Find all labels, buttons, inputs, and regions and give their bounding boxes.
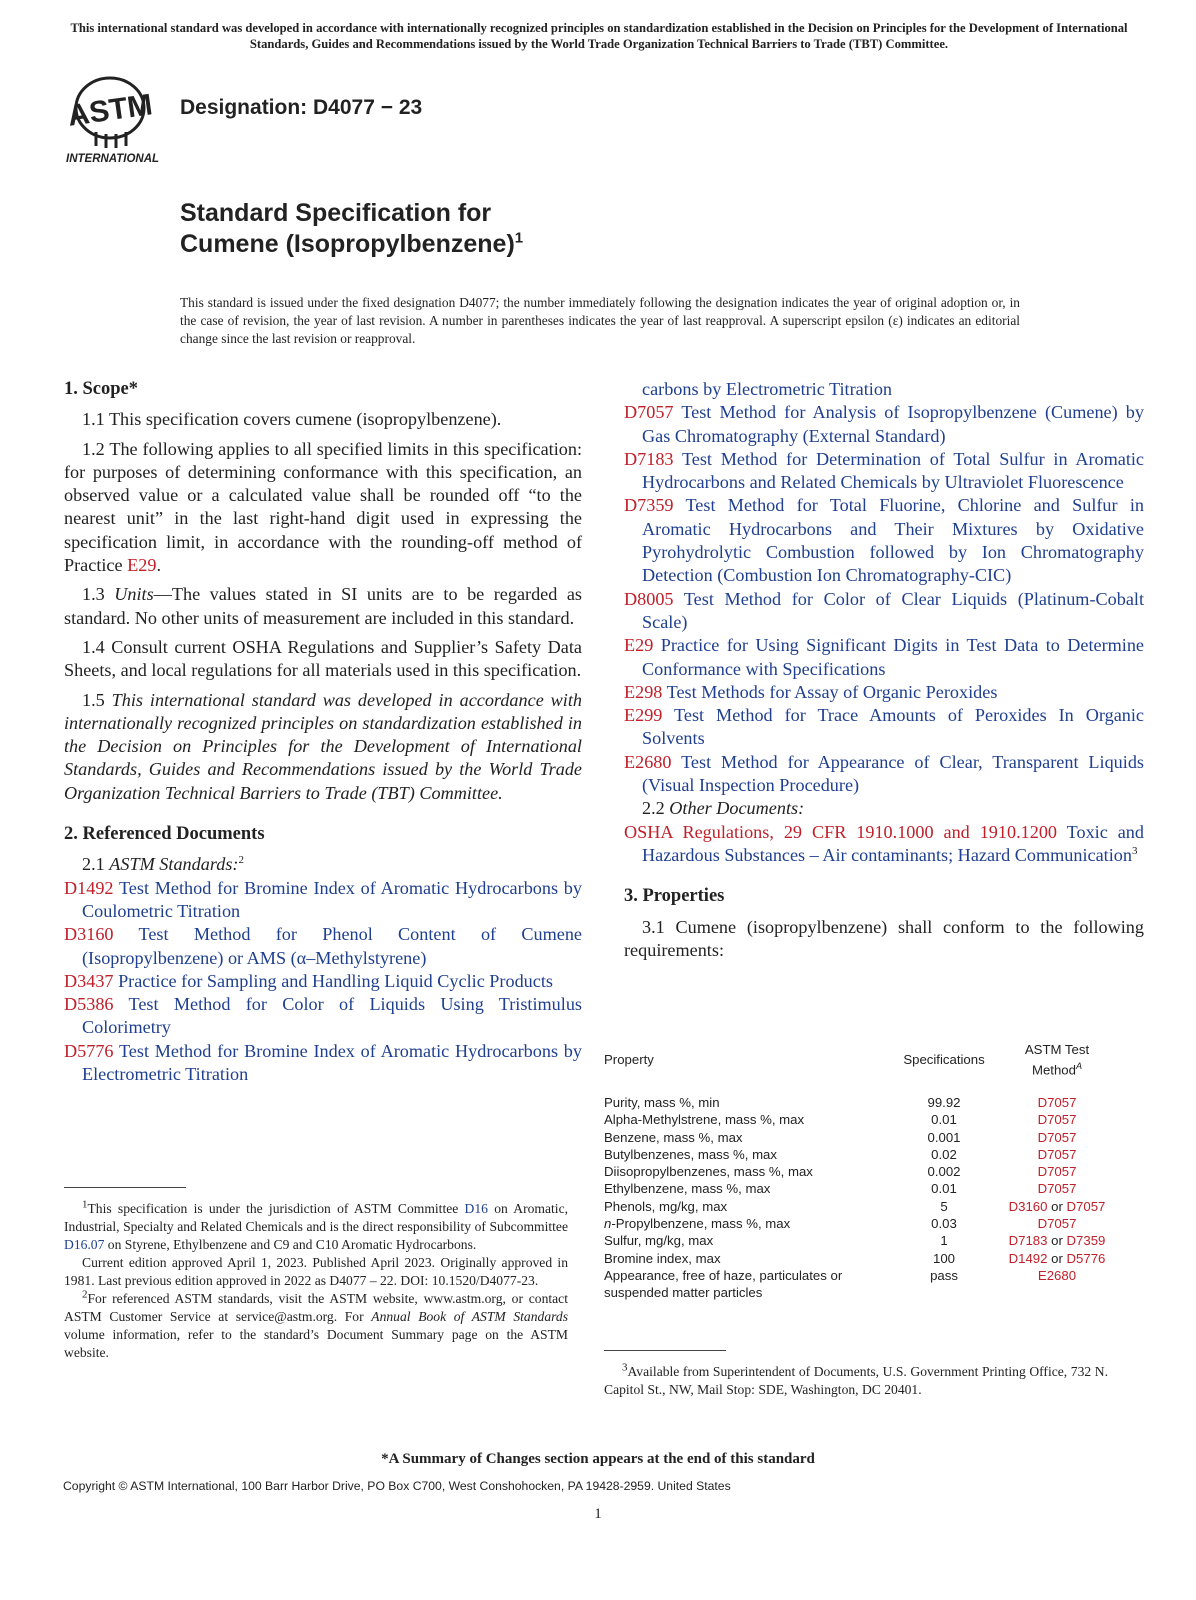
ref-item-e29 bbox=[624, 634, 1144, 681]
method-link-d7057[interactable]: D7057 bbox=[1037, 1216, 1077, 1232]
property-name: Appearance, free of haze, particulates or suspended matter particles bbox=[604, 1267, 843, 1301]
cell-property bbox=[604, 1267, 886, 1302]
table-row bbox=[604, 1198, 1112, 1215]
ref-item-e299 bbox=[624, 704, 1144, 751]
ref-item-d8005 bbox=[624, 588, 1144, 635]
property-name: Bromine index, max bbox=[604, 1250, 721, 1266]
ref-code-e29[interactable]: E29 bbox=[624, 635, 654, 656]
ref-code-d8005[interactable]: D8005 bbox=[624, 588, 674, 609]
ref-title-d5776-continued[interactable]: carbons by Electrometric Titration bbox=[642, 379, 893, 399]
para-3-1: 3.1 Cumene (isopropylbenzene) shall conform to the following requirements: bbox=[624, 916, 1144, 960]
method-link-d7057[interactable]: D7057 bbox=[1037, 1095, 1077, 1110]
ref-code-d3437[interactable]: D3437 bbox=[64, 970, 114, 991]
ref-item-d7359 bbox=[624, 494, 1144, 587]
table-row bbox=[604, 1250, 1112, 1267]
table-row bbox=[604, 1111, 1112, 1128]
method-link-d7183[interactable]: D7183 bbox=[1008, 1233, 1048, 1249]
ref-code-e2680[interactable]: E2680 bbox=[624, 751, 672, 772]
committee-link-d16[interactable]: D16 bbox=[464, 1201, 488, 1216]
footnotes-right bbox=[604, 1363, 1108, 1399]
ref-code-d1492[interactable]: D1492 bbox=[64, 877, 114, 898]
ref-link-osha[interactable]: OSHA Regulations, 29 CFR 1910.1000 and 1910.1200 bbox=[624, 821, 1058, 842]
title-line-1: Standard Specification for bbox=[180, 199, 492, 227]
footnote-2: $^2$For referenced ASTM standards, visit the ASTM website, www.astm.org, or contact ASTM Customer Service at service@astm.org. For Annual Book of ASTM Standards volume information, refer to the standard’s Document Summary page on the ASTM website. bbox=[64, 1288, 568, 1360]
ref-code-d3160[interactable]: D3160 bbox=[64, 924, 114, 945]
title-line-2: Cumene (Isopropylbenzene)$^1$ bbox=[180, 229, 524, 258]
ref-item-d5776 bbox=[64, 1040, 582, 1085]
ref-title-e298[interactable]: Test Methods for Assay of Organic Peroxides bbox=[666, 681, 998, 702]
left-column bbox=[64, 378, 583, 1085]
cell-property bbox=[604, 1111, 886, 1128]
method-link-d7057[interactable]: D7057 bbox=[1037, 1112, 1077, 1128]
cell-method bbox=[1002, 1215, 1112, 1232]
referenced-heading: 2. Referenced Documents bbox=[64, 824, 265, 845]
table-row bbox=[604, 1146, 1112, 1163]
method-link-d1492[interactable]: D1492 bbox=[1008, 1250, 1048, 1266]
ref-item-d7057 bbox=[624, 401, 1144, 448]
cell-property bbox=[604, 1163, 886, 1180]
ref-code-d5776[interactable]: D5776 bbox=[64, 1040, 114, 1061]
page-title bbox=[180, 198, 523, 260]
para-1-5: 1.5 This international standard was developed in accordance with internationally recognized principles on standardization established in the Decision on Principles for the Development of International Standards, Guides and Recommendations issued by the World Trade Organization Technical Barriers to Trade (TBT) Committee. bbox=[64, 689, 583, 803]
property-name: -Propylbenzene, mass %, max bbox=[611, 1216, 791, 1232]
ref-title-d7183[interactable]: Test Method for Determination of Total Sulfur in Aromatic Hydrocarbons and Related Chemicals by Ultraviolet Fluorescence bbox=[642, 448, 1144, 493]
astm-ref-list-left bbox=[64, 877, 583, 1085]
ref-item-d3160 bbox=[64, 923, 582, 970]
method-link-e2680[interactable]: E2680 bbox=[1037, 1267, 1077, 1283]
cell-property bbox=[604, 1198, 886, 1215]
wto-banner: This international standard was developed in accordance with internationally recognized principles on standardization established in the Decision on Principles for the Development of International Standards, Guides and Recommendations issued by the World Trade Organization Technical Barriers to Trade (TBT) Committee. bbox=[70, 21, 1128, 51]
property-name: Alpha-Methylstrene, mass %, max bbox=[604, 1112, 805, 1128]
ref-item-d7183 bbox=[624, 448, 1144, 495]
table-header-row bbox=[604, 1036, 1112, 1084]
footnote-1-current-edition: Current edition approved April 1, 2023. Published April 2023. Originally approved in 1981. Last previous edition approved in 2022 as D4077 – 22. DOI: 10.1520/D4077-23. bbox=[64, 1255, 568, 1288]
header-property: Property bbox=[604, 1052, 654, 1068]
ref-code-d5386[interactable]: D5386 bbox=[64, 994, 114, 1015]
ref-link-e29[interactable]: E29 bbox=[127, 555, 157, 576]
cell-spec: 0.02 bbox=[931, 1146, 957, 1162]
astm-logo bbox=[62, 70, 172, 165]
ref-item-e298 bbox=[624, 681, 1144, 704]
ref-item-d5776-continued bbox=[624, 378, 1144, 401]
property-name: Diisopropylbenzenes, mass %, max bbox=[604, 1164, 813, 1180]
cell-spec: 0.001 bbox=[927, 1129, 961, 1145]
header-specifications: Specifications bbox=[903, 1052, 985, 1068]
footnotes-left bbox=[64, 1200, 568, 1362]
cell-spec: pass bbox=[930, 1267, 958, 1283]
properties-heading: 3. Properties bbox=[624, 886, 725, 907]
astm-ref-list-right bbox=[624, 378, 1144, 797]
para-1-1: 1.1 This specification covers cumene (isopropylbenzene). bbox=[82, 409, 502, 430]
ref-item-d1492 bbox=[64, 877, 582, 924]
cell-spec: 0.01 bbox=[931, 1181, 957, 1197]
property-name: Phenols, mg/kg, max bbox=[604, 1198, 728, 1214]
property-name: Sulfur, mg/kg, max bbox=[604, 1233, 714, 1249]
table-row bbox=[604, 1232, 1112, 1249]
table-row bbox=[604, 1129, 1112, 1146]
properties-table bbox=[604, 1036, 1112, 1302]
property-prefix: n bbox=[604, 1216, 612, 1232]
cell-spec: 5 bbox=[940, 1198, 948, 1214]
para-2-1: 2.1 ASTM Standards:$^2$ bbox=[82, 854, 244, 875]
cell-property bbox=[604, 1180, 886, 1197]
ref-code-e298[interactable]: E298 bbox=[624, 681, 663, 702]
footnote-rule-right bbox=[604, 1350, 726, 1351]
cell-method bbox=[1002, 1267, 1112, 1302]
ref-item-osha: OSHA Regulations, 29 CFR 1910.1000 and 1910.1200 Toxic and Hazardous Substances – Air contaminants; Hazard Communication$^3$ bbox=[624, 821, 1144, 865]
ref-title-e2680[interactable]: Test Method for Appearance of Clear, Transparent Liquids (Visual Inspection Procedure) bbox=[642, 751, 1144, 796]
ref-title-d1492[interactable]: Test Method for Bromine Index of Aromatic Hydrocarbons by Coulometric Titration bbox=[82, 877, 582, 921]
method-link-d7057[interactable]: D7057 bbox=[1037, 1181, 1077, 1197]
ref-code-d7359[interactable]: D7359 bbox=[624, 495, 674, 516]
cell-method bbox=[1002, 1129, 1112, 1146]
cell-property bbox=[604, 1215, 886, 1232]
ref-title-d7359[interactable]: Test Method for Total Fluorine, Chlorine and Sulfur in Aromatic Hydrocarbons and Their Mixtures by Oxidative Pyrohydrolytic Combustion followed by Ion Chromatography Detection (Combustion Ion Chromatography-CIC) bbox=[642, 495, 1145, 586]
properties-table-body bbox=[604, 1094, 1112, 1302]
cell-spec: 100 bbox=[932, 1250, 955, 1266]
table-row bbox=[604, 1163, 1112, 1180]
para-2-2: 2.2 Other Documents: bbox=[642, 798, 805, 819]
para-1-4: 1.4 Consult current OSHA Regulations and Supplier’s Safety Data Sheets, and local regulations for all materials used in this specification. bbox=[64, 636, 582, 681]
ref-title-d3160[interactable]: Test Method for Phenol Content of Cumene (Isopropylbenzene) or AMS (α–Methylstyrene) bbox=[82, 924, 583, 968]
property-name: Benzene, mass %, max bbox=[604, 1129, 743, 1145]
ref-title-e29[interactable]: Practice for Using Significant Digits in Test Data to Determine Conformance with Specifications bbox=[642, 635, 1145, 679]
footnote-1: $^1$This specification is under the jurisdiction of ASTM Committee D16 on Aromatic, Industrial, Specialty and Related Chemicals and is the direct responsibility of Subcommittee D16.07 on Styrene, Ethylbenzene and C9 and C10 Aromatic Hydrocarbons. bbox=[64, 1198, 569, 1252]
ref-title-d3437[interactable]: Practice for Sampling and Handling Liquid Cyclic Products bbox=[118, 970, 553, 991]
cell-property bbox=[604, 1146, 886, 1163]
para-1-2: 1.2 The following applies to all specified limits in this specification: for purposes of determining conformance with this specification, an observed value or a calculated value shall be rounded off “to the nearest unit” in the last right-hand digit used in expressing the specification limit, in accordance with the rounding-off method of Practice E29. bbox=[64, 438, 582, 576]
cell-property bbox=[604, 1129, 886, 1146]
property-name: Ethylbenzene, mass %, max bbox=[604, 1181, 771, 1197]
ref-code-d7183[interactable]: D7183 bbox=[624, 448, 674, 469]
method-or: or bbox=[1047, 1198, 1067, 1214]
issued-note: This standard is issued under the fixed designation D4077; the number immediately following the designation indicates the year of original adoption or, in the case of revision, the year of last revision. A number in parentheses indicates the year of last reapproval. A superscript epsilon (ε) indicates an editorial change since the last revision or reapproval. bbox=[180, 295, 1020, 346]
table-row bbox=[604, 1215, 1112, 1232]
logo-subtext: INTERNATIONAL bbox=[66, 153, 160, 165]
title-footnote-mark: 1 bbox=[514, 229, 524, 247]
property-name: Butylbenzenes, mass %, max bbox=[604, 1146, 777, 1162]
cell-spec: 0.002 bbox=[927, 1164, 961, 1180]
ref-item-d3437 bbox=[64, 970, 582, 993]
cell-property bbox=[604, 1232, 886, 1249]
table-row bbox=[604, 1180, 1112, 1197]
right-column bbox=[624, 378, 1144, 968]
method-link-d7057[interactable]: D7057 bbox=[1037, 1129, 1077, 1145]
table-row bbox=[604, 1094, 1112, 1111]
method-link-d3160[interactable]: D3160 bbox=[1008, 1198, 1048, 1214]
scope-heading: 1. Scope* bbox=[64, 379, 138, 399]
method-or: or bbox=[1047, 1233, 1067, 1249]
summary-of-changes-note: *A Summary of Changes section appears at the end of this standard bbox=[381, 1451, 815, 1467]
cell-method bbox=[1002, 1111, 1112, 1128]
table-row bbox=[604, 1267, 1112, 1302]
method-link-d7057[interactable]: D7057 bbox=[1037, 1164, 1077, 1180]
cell-method bbox=[1002, 1094, 1112, 1111]
designation: Designation: D4077 − 23 bbox=[180, 96, 423, 119]
footnote-3: $^3$Available from Superintendent of Documents, U.S. Government Printing Office, 732 N. Capitol St., NW, Mail Stop: SDE, Washington, DC 20401. bbox=[604, 1361, 1108, 1397]
cell-method bbox=[1002, 1232, 1112, 1249]
subcommittee-link-d16-07[interactable]: D16.07 bbox=[64, 1237, 105, 1252]
cell-spec: 1 bbox=[940, 1233, 948, 1249]
ref-code-d7057[interactable]: D7057 bbox=[624, 402, 674, 423]
property-name: Purity, mass %, min bbox=[604, 1095, 720, 1110]
ref-code-e299[interactable]: E299 bbox=[624, 705, 663, 726]
header-test-method: ASTM Test Method$^A$ bbox=[1024, 1042, 1090, 1078]
method-link-d7057[interactable]: D7057 bbox=[1037, 1146, 1077, 1162]
cell-spec: 0.01 bbox=[931, 1112, 957, 1128]
method-or: or bbox=[1047, 1250, 1067, 1266]
page-number: 1 bbox=[594, 1506, 602, 1522]
ref-title-e299[interactable]: Test Method for Trace Amounts of Peroxides In Organic Solvents bbox=[642, 705, 1144, 749]
ref-title-d5776[interactable]: Test Method for Bromine Index of Aromatic Hydrocarbons by Electrometric Titration bbox=[82, 1040, 582, 1085]
cell-spec: 99.92 bbox=[927, 1095, 961, 1110]
method-link-d7057[interactable]: D7057 bbox=[1066, 1198, 1106, 1214]
method-link-d7359[interactable]: D7359 bbox=[1066, 1233, 1106, 1249]
ref-item-e2680 bbox=[624, 751, 1144, 798]
cell-method bbox=[1002, 1146, 1112, 1163]
cell-method bbox=[1002, 1198, 1112, 1215]
ref-title-d5386[interactable]: Test Method for Color of Liquids Using Tristimulus Colorimetry bbox=[82, 994, 582, 1038]
cell-property bbox=[604, 1094, 886, 1111]
footnote-rule-left bbox=[64, 1187, 186, 1188]
para-1-3: 1.3 Units—The values stated in SI units are to be regarded as standard. No other units of measurement are included in this standard. bbox=[64, 584, 583, 628]
ref-title-d7057[interactable]: Test Method for Analysis of Isopropylbenzene (Cumene) by Gas Chromatography (External Standard) bbox=[642, 402, 1144, 446]
cell-property bbox=[604, 1250, 886, 1267]
svg-text:ASTM: ASTM bbox=[65, 88, 155, 133]
ref-title-d8005[interactable]: Test Method for Color of Clear Liquids (Platinum-Cobalt Scale) bbox=[642, 588, 1144, 632]
cell-method bbox=[1002, 1250, 1112, 1267]
cell-method bbox=[1002, 1163, 1112, 1180]
method-link-d5776[interactable]: D5776 bbox=[1066, 1250, 1106, 1266]
cell-method bbox=[1002, 1180, 1112, 1197]
ref-item-d5386 bbox=[64, 993, 582, 1040]
cell-spec: 0.03 bbox=[931, 1216, 957, 1232]
copyright: Copyright © ASTM International, 100 Barr Harbor Drive, PO Box C700, West Conshohocken, PA 19428-2959. United States bbox=[63, 1479, 731, 1493]
